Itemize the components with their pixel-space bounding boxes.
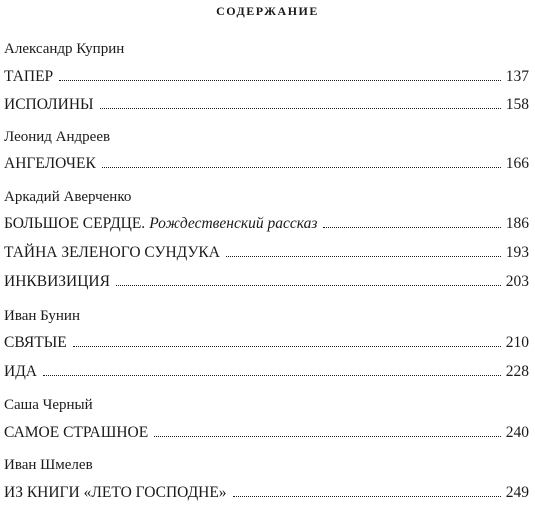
entry-page-number: 137	[505, 68, 529, 85]
entry-page-number: 186	[505, 215, 529, 232]
dot-leader	[102, 166, 501, 168]
author-name: Саша Черный	[4, 397, 93, 413]
dot-leader	[73, 345, 501, 347]
author-name: Иван Бунин	[4, 308, 80, 324]
dot-leader	[226, 255, 501, 257]
entry-title: ИЗ КНИГИ «ЛЕТО ГОСПОДНЕ»	[4, 484, 227, 501]
author-name: Иван Шмелев	[4, 457, 93, 473]
toc-entry[interactable]	[4, 273, 529, 291]
entry-page-number: 203	[505, 273, 529, 290]
toc-entry[interactable]	[4, 68, 529, 86]
dot-leader	[233, 495, 501, 497]
entry-page-number: 193	[505, 244, 529, 261]
toc-entry[interactable]	[4, 244, 529, 262]
toc-entry[interactable]	[4, 334, 529, 352]
entry-title: ТАПЕР	[4, 68, 54, 85]
toc-entry[interactable]	[4, 155, 529, 173]
toc-entry[interactable]	[4, 215, 529, 233]
entry-title: ИСПОЛИНЫ	[4, 96, 94, 113]
dot-leader	[100, 107, 501, 109]
entry-page-number: 166	[505, 155, 529, 172]
entry-title: САМОЕ СТРАШНОЕ	[4, 424, 149, 441]
entry-title: ИДА	[4, 363, 37, 380]
entry-title: БОЛЬШОЕ СЕРДЦЕ.	[4, 215, 146, 232]
dot-leader	[154, 435, 501, 437]
entry-title: СВЯТЫЕ	[4, 334, 67, 351]
entry-title: ИНКВИЗИЦИЯ	[4, 273, 110, 290]
dot-leader	[59, 79, 501, 81]
entry-page-number: 210	[505, 334, 529, 351]
dot-leader	[43, 374, 501, 376]
dot-leader	[116, 284, 501, 286]
dot-leader	[323, 226, 500, 228]
toc-entry[interactable]	[4, 484, 529, 502]
entry-subtitle: Рождественский рассказ	[149, 215, 318, 232]
entry-page-number: 228	[505, 363, 529, 380]
toc-entry[interactable]	[4, 96, 529, 114]
author-name: Аркадий Аверченко	[4, 189, 132, 205]
author-name: Александр Куприн	[4, 41, 125, 57]
toc-entry[interactable]	[4, 363, 529, 381]
entry-page-number: 240	[505, 424, 529, 441]
entry-page-number: 158	[505, 96, 529, 113]
toc-heading: СОДЕРЖАНИЕ	[216, 4, 319, 18]
toc-entry[interactable]	[4, 424, 529, 442]
entry-title: ТАЙНА ЗЕЛЕНОГО СУНДУКА	[4, 244, 220, 261]
entry-title: АНГЕЛОЧЕК	[4, 155, 96, 172]
entry-page-number: 249	[505, 484, 529, 501]
author-name: Леонид Андреев	[4, 129, 111, 145]
